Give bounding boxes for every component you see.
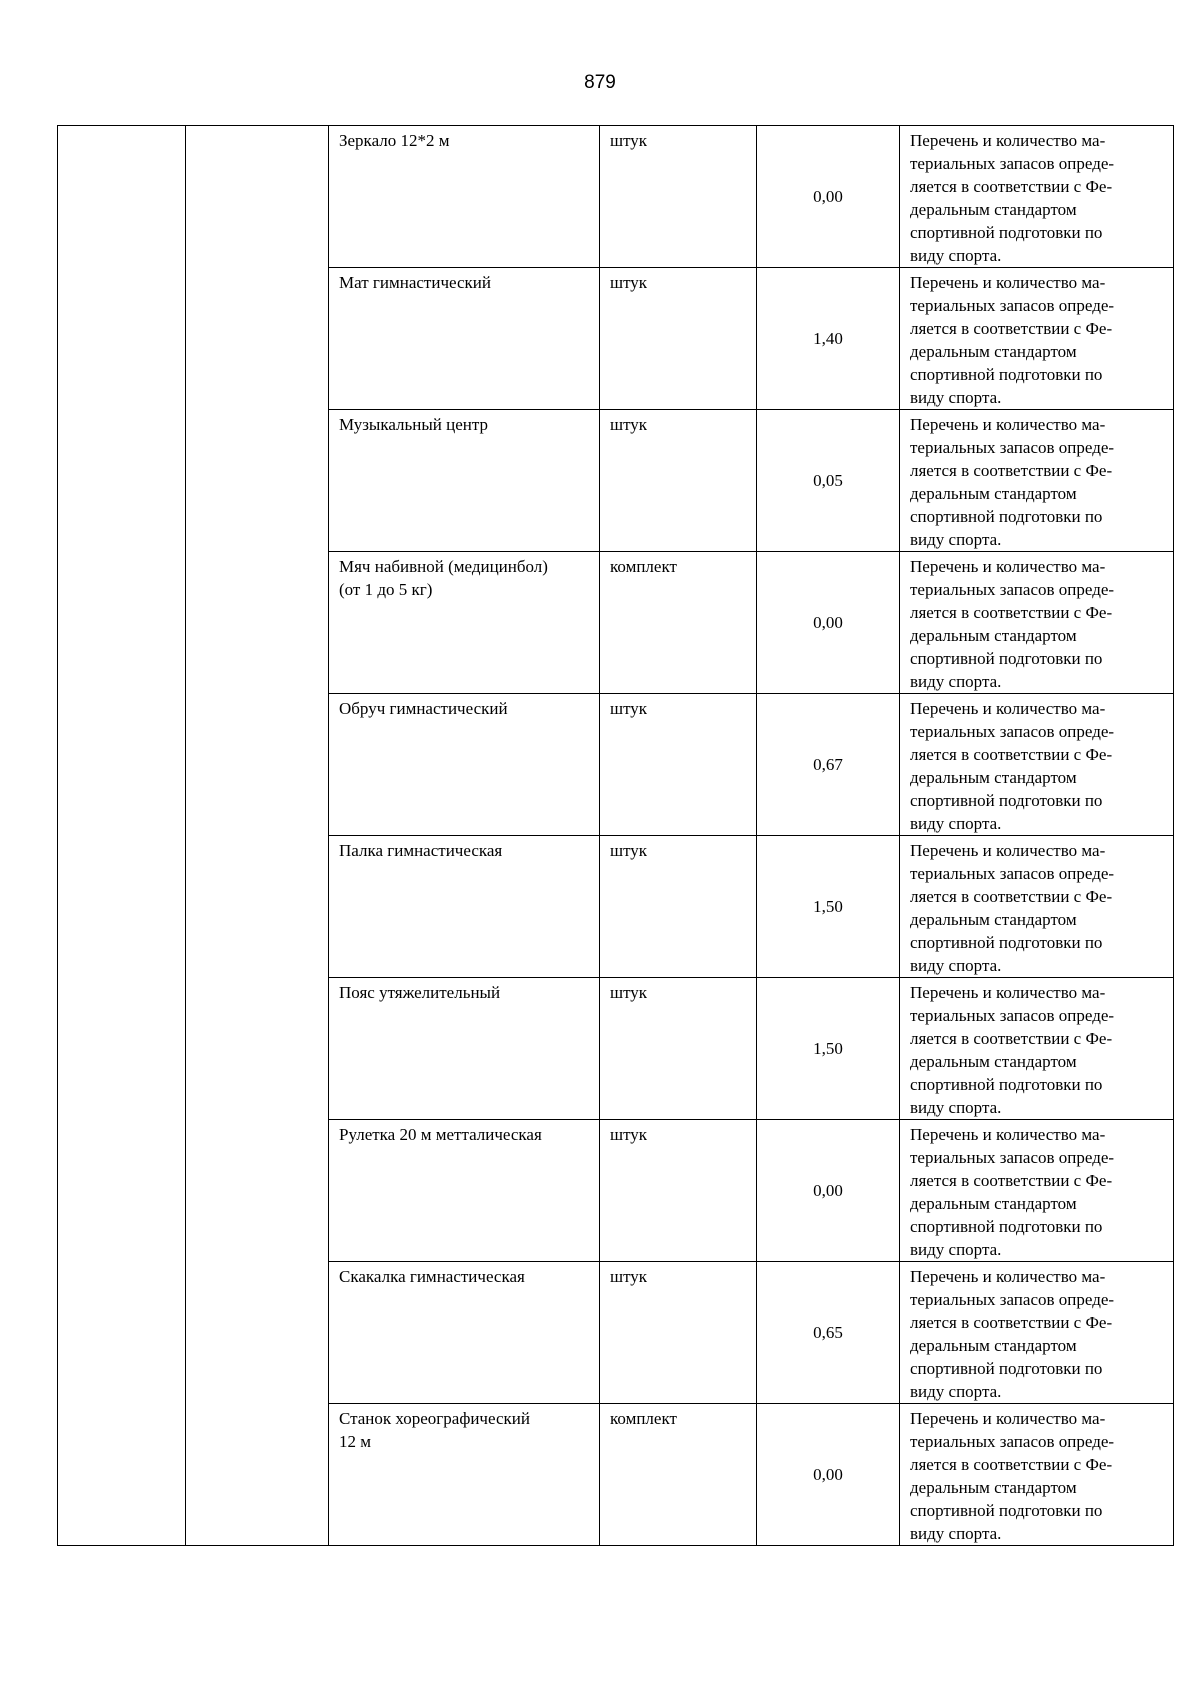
item-name: Обруч гимнастический (339, 699, 508, 718)
unit-cell: комплект (600, 552, 757, 694)
quantity-cell: 0,65 (757, 1262, 900, 1404)
item-name-cell (329, 410, 600, 552)
quantity-cell: 0,00 (757, 1404, 900, 1546)
unit-cell: штук (600, 1262, 757, 1404)
item-name: Пояс утяжелительный (339, 983, 501, 1002)
unit-cell: штук (600, 694, 757, 836)
note-cell: Перечень и количество ма- териальных запасов опреде- ляется в соответствии с Фе- деральным стандартом спортивной подготовки по виду спорта. (900, 694, 1174, 836)
item-name: Станок хореографический 12 м (339, 1409, 530, 1451)
unit-cell: штук (600, 268, 757, 410)
note-cell: Перечень и количество ма- териальных запасов опреде- ляется в соответствии с Фе- деральным стандартом спортивной подготовки по виду спорта. (900, 268, 1174, 410)
note-cell: Перечень и количество ма- териальных запасов опреде- ляется в соответствии с Фе- деральным стандартом спортивной подготовки по виду спорта. (900, 410, 1174, 552)
note-cell: Перечень и количество ма- териальных запасов опреде- ляется в соответствии с Фе- деральным стандартом спортивной подготовки по виду спорта. (900, 1404, 1174, 1546)
quantity-cell: 0,67 (757, 694, 900, 836)
quantity-cell: 0,00 (757, 1120, 900, 1262)
quantity-cell: 0,05 (757, 410, 900, 552)
item-name-cell (329, 836, 600, 978)
item-name: Скакалка гимнастическая (339, 1267, 525, 1286)
item-name-cell (329, 126, 600, 268)
quantity-cell: 1,50 (757, 978, 900, 1120)
note-cell: Перечень и количество ма- териальных запасов опреде- ляется в соответствии с Фе- деральным стандартом спортивной подготовки по виду спорта. (900, 1120, 1174, 1262)
page-number: 879 (584, 72, 616, 93)
note-cell: Перечень и количество ма- териальных запасов опреде- ляется в соответствии с Фе- деральным стандартом спортивной подготовки по виду спорта. (900, 126, 1174, 268)
item-name-cell (329, 552, 600, 694)
unit-cell: штук (600, 836, 757, 978)
item-name: Рулетка 20 м метталическая (339, 1125, 542, 1144)
merged-empty-cell-2 (186, 126, 329, 1546)
note-cell: Перечень и количество ма- териальных запасов опреде- ляется в соответствии с Фе- деральным стандартом спортивной подготовки по виду спорта. (900, 552, 1174, 694)
note-cell: Перечень и количество ма- териальных запасов опреде- ляется в соответствии с Фе- деральным стандартом спортивной подготовки по виду спорта. (900, 836, 1174, 978)
unit-cell: штук (600, 126, 757, 268)
table-row (58, 126, 1174, 268)
item-name-cell (329, 1404, 600, 1546)
quantity-cell: 0,00 (757, 126, 900, 268)
item-name-cell (329, 978, 600, 1120)
item-name: Палка гимнастическая (339, 841, 503, 860)
item-name: Мат гимнастический (339, 273, 491, 292)
item-name: Мяч набивной (медицинбол) (от 1 до 5 кг) (339, 557, 548, 599)
quantity-cell: 0,00 (757, 552, 900, 694)
note-cell: Перечень и количество ма- териальных запасов опреде- ляется в соответствии с Фе- деральным стандартом спортивной подготовки по виду спорта. (900, 1262, 1174, 1404)
item-name-cell (329, 1262, 600, 1404)
note-cell: Перечень и количество ма- териальных запасов опреде- ляется в соответствии с Фе- деральным стандартом спортивной подготовки по виду спорта. (900, 978, 1174, 1120)
unit-cell: штук (600, 978, 757, 1120)
item-name: Зеркало 12*2 м (339, 131, 450, 150)
unit-cell: штук (600, 1120, 757, 1262)
item-name-cell (329, 268, 600, 410)
item-name-cell (329, 694, 600, 836)
equipment-table (57, 125, 1174, 1546)
merged-empty-cell-1 (58, 126, 186, 1546)
unit-cell: штук (600, 410, 757, 552)
quantity-cell: 1,40 (757, 268, 900, 410)
quantity-cell: 1,50 (757, 836, 900, 978)
unit-cell: комплект (600, 1404, 757, 1546)
item-name-cell (329, 1120, 600, 1262)
item-name: Музыкальный центр (339, 415, 489, 434)
